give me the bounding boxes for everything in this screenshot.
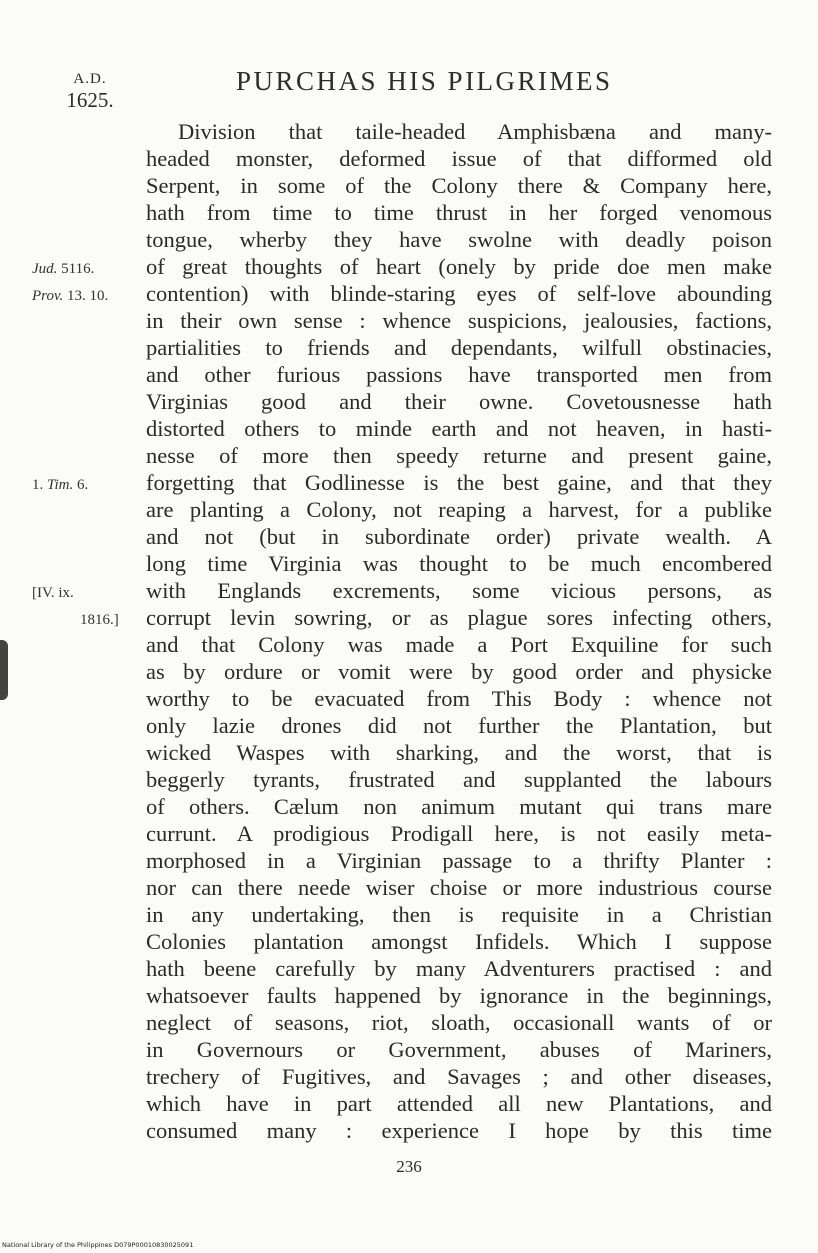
- text-line: wicked Waspes with sharking, and the worst, that is: [146, 740, 772, 765]
- text-line: Virginias good and their owne. Covetousnesse hath: [146, 389, 772, 414]
- text-line: hath from time to time thrust in her forged venomous: [146, 200, 772, 225]
- text-line: tongue, wherby they have swolne with deadly poison: [146, 227, 772, 252]
- text-line: with Englands excrements, some vicious persons, as: [146, 578, 772, 603]
- text-line: as by ordure or vomit were by good order and physicke: [146, 659, 772, 684]
- gutter-shadow: [0, 640, 8, 700]
- text-line: forgetting that Godlinesse is the best gaine, and that they: [146, 470, 772, 495]
- margin-note-jud: [32, 260, 94, 278]
- text-line: neglect of seasons, riot, sloath, occasionall wants of or: [146, 1010, 772, 1035]
- text-line: consumed many : experience I hope by this time: [146, 1118, 772, 1143]
- text-line: only lazie drones did not further the Plantation, but: [146, 713, 772, 738]
- text-line: hath beene carefully by many Adventurers practised : and: [146, 956, 772, 981]
- text-line: headed monster, deformed issue of that difformed old: [146, 146, 772, 171]
- margin-note-tim-ref: 6.: [73, 477, 89, 493]
- margin-note-tim: [32, 476, 88, 494]
- margin-note-volume-ref-1: [IV. ix.: [32, 585, 74, 601]
- text-line: and not (but in subordinate order) private wealth. A: [146, 524, 772, 549]
- text-line: beggerly tyrants, frustrated and supplanted the labours: [146, 767, 772, 792]
- text-line: in their own sense : whence suspicions, jealousies, factions,: [146, 308, 772, 333]
- text-line: distorted others to minde earth and not heaven, in hasti-: [146, 416, 772, 441]
- margin-note-jud-ref: 5116.: [57, 261, 95, 277]
- margin-note-prov-ref: 13. 10.: [63, 288, 109, 304]
- text-line: are planting a Colony, not reaping a harvest, for a publike: [146, 497, 772, 522]
- year-label: 1625.: [66, 88, 114, 112]
- body-text: [146, 118, 772, 1144]
- text-line: Colonies plantation amongst Infidels. Which I suppose: [146, 929, 772, 954]
- text-line: and that Colony was made a Port Exquiline for such: [146, 632, 772, 657]
- footer-credit: National Library of the Philippines D079P00010830025091: [2, 1241, 194, 1249]
- text-line: whatsoever faults happened by ignorance in the beginnings,: [146, 983, 772, 1008]
- margin-note-prov: [32, 287, 108, 305]
- margin-note-volume-ref-2: 1816.]: [80, 612, 119, 628]
- text-line: nesse of more then speedy returne and present gaine,: [146, 443, 772, 468]
- text-line: in Governours or Government, abuses of Mariners,: [146, 1037, 772, 1062]
- ad-label: A.D.: [73, 71, 107, 87]
- margin-note-prov-abbrev: Prov.: [32, 288, 64, 304]
- text-line: Serpent, in some of the Colony there & Company here,: [146, 173, 772, 198]
- page-title: PURCHAS HIS PILGRIMES: [236, 66, 613, 96]
- text-line: of great thoughts of heart (onely by pride doe men make: [146, 254, 772, 279]
- text-line: currunt. A prodigious Prodigall here, is not easily meta-: [146, 821, 772, 846]
- margin-note-tim-prefix: 1.: [32, 477, 47, 493]
- text-line: morphosed in a Virginian passage to a thrifty Planter :: [146, 848, 772, 873]
- text-line: and other furious passions have transported men from: [146, 362, 772, 387]
- text-line: partialities to friends and dependants, wilfull obstinacies,: [146, 335, 772, 360]
- margin-note-tim-abbrev: Tim.: [47, 477, 74, 493]
- page-number: 236: [396, 1157, 422, 1176]
- text-line: long time Virginia was thought to be much encombered: [146, 551, 772, 576]
- text-line: in any undertaking, then is requisite in a Christian: [146, 902, 772, 927]
- text-line: corrupt levin sowring, or as plague sores infecting others,: [146, 605, 772, 630]
- text-line: contention) with blinde-staring eyes of self-love abounding: [146, 281, 772, 306]
- text-line: nor can there neede wiser choise or more industrious course: [146, 875, 772, 900]
- text-line: of others. Cælum non animum mutant qui trans mare: [146, 794, 772, 819]
- text-line: which have in part attended all new Plantations, and: [146, 1091, 772, 1116]
- text-line: Division that taile-headed Amphisbæna and many-: [178, 119, 772, 144]
- text-line: trechery of Fugitives, and Savages ; and other diseases,: [146, 1064, 772, 1089]
- margin-note-jud-abbrev: Jud.: [32, 261, 58, 277]
- text-line: worthy to be evacuated from This Body : whence not: [146, 686, 772, 711]
- date-margin: [50, 70, 130, 112]
